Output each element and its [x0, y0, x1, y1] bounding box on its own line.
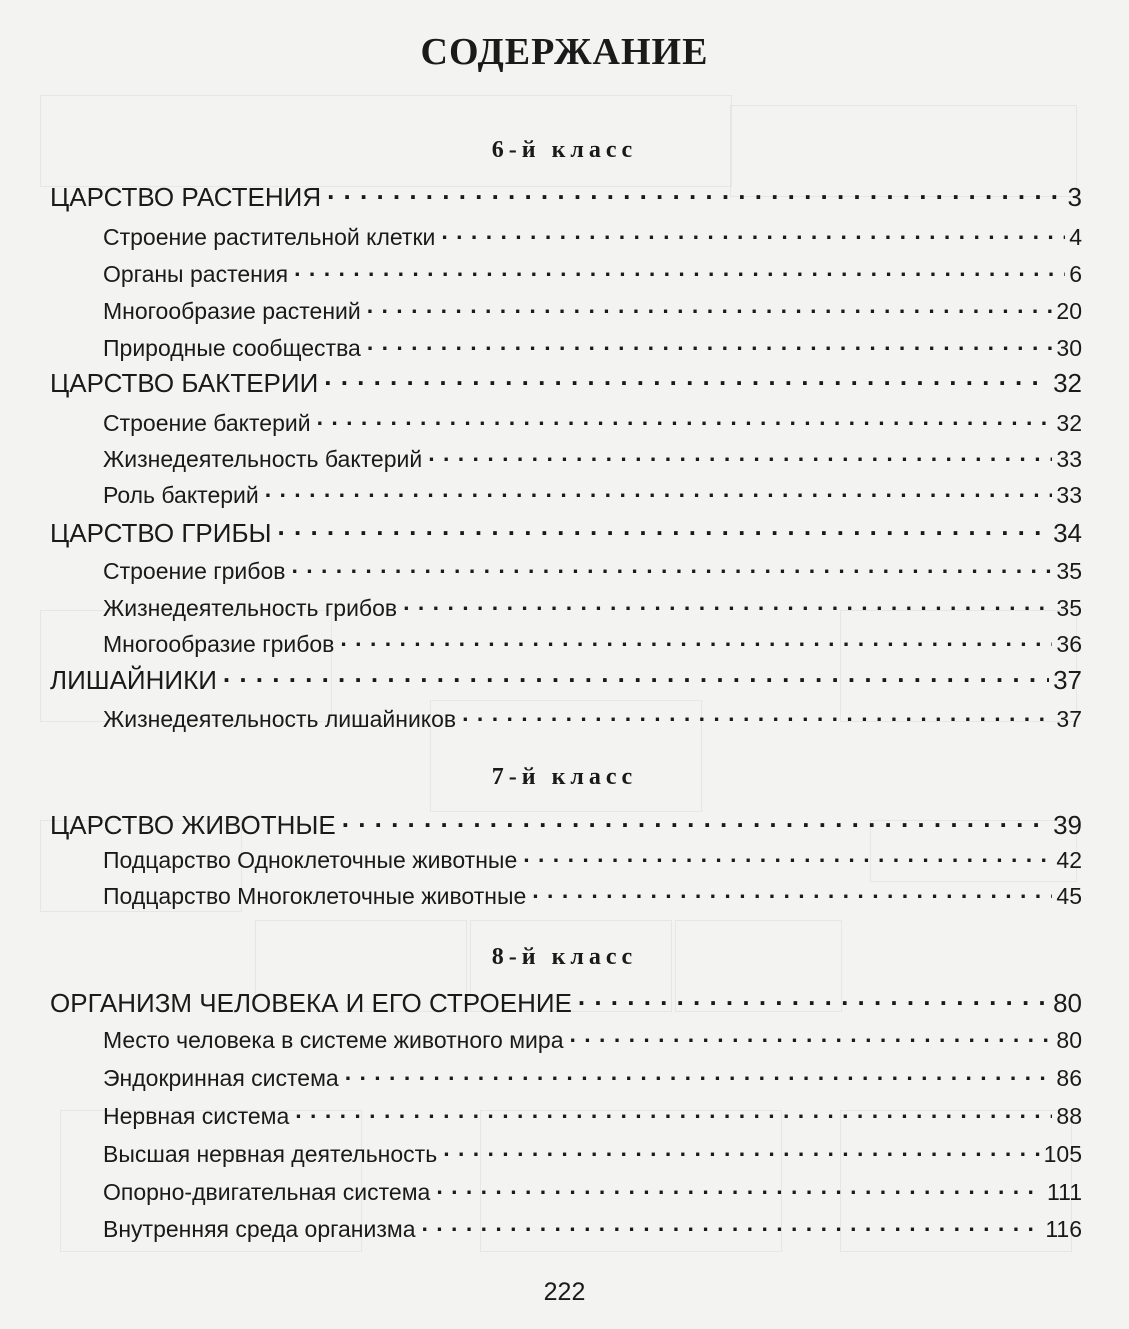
toc-entry-page: 88: [1056, 1103, 1082, 1129]
dot-leader: [443, 1139, 1039, 1162]
toc-entry-label: Внутренняя среда организма: [103, 1216, 416, 1242]
dot-leader: [295, 1101, 1052, 1124]
toc-entry-section: [50, 663, 1082, 696]
toc-entry-page: 33: [1056, 482, 1082, 508]
toc-entry-page: 86: [1056, 1065, 1082, 1091]
dot-leader: [403, 593, 1052, 616]
toc-entry-subsection: [103, 222, 1082, 251]
dot-leader: [345, 1063, 1053, 1086]
toc-entry-label: ЦАРСТВО ГРИБЫ: [50, 518, 272, 548]
toc-entry-label: Многообразие растений: [103, 298, 361, 324]
toc-entry-subsection: [103, 1025, 1082, 1054]
toc-entry-subsection: [103, 259, 1082, 288]
toc-entry-page: 37: [1053, 665, 1082, 695]
dot-leader: [327, 180, 1063, 206]
toc-entry-page: 105: [1043, 1141, 1082, 1167]
toc-entry-subsection: [103, 480, 1082, 509]
toc-entry-label: Строение растительной клетки: [103, 224, 436, 250]
toc-entry-section: [50, 516, 1082, 549]
toc-entry-page: 20: [1056, 298, 1082, 324]
dot-leader: [422, 1214, 1042, 1237]
dot-leader: [367, 333, 1053, 356]
toc-entry-label: Строение бактерий: [103, 410, 311, 436]
toc-entry-label: Органы растения: [103, 261, 289, 287]
toc-entry-label: Многообразие грибов: [103, 631, 335, 657]
toc-entry-label: ЦАРСТВО БАКТЕРИИ: [50, 368, 319, 398]
toc-entry-subsection: [103, 704, 1082, 733]
toc-entry-page: 35: [1056, 595, 1082, 621]
page-title: СОДЕРЖАНИЕ: [420, 31, 709, 73]
toc-entry-subsection: [103, 296, 1082, 325]
toc-entry-page: 111: [1047, 1179, 1082, 1205]
toc-entry-page: 32: [1056, 410, 1082, 436]
toc-entry-page: 33: [1056, 446, 1082, 472]
dot-leader: [317, 408, 1053, 431]
dot-leader: [441, 222, 1065, 245]
toc-entry-section: [50, 180, 1082, 213]
toc-entry-page: 80: [1056, 1027, 1082, 1053]
toc-entry-page: 45: [1056, 883, 1082, 909]
toc-entry-subsection: [103, 556, 1082, 585]
toc-entry-label: Подцарство Одноклеточные животные: [103, 847, 518, 873]
toc-entry-subsection: [103, 1101, 1082, 1130]
grade-heading-6: 6-й класс: [491, 137, 638, 163]
toc-entry-section: [50, 366, 1082, 399]
toc-entry-page: 34: [1053, 518, 1082, 548]
dot-leader: [428, 444, 1052, 467]
toc-entry-page: 116: [1045, 1216, 1082, 1242]
toc-entry-subsection: [103, 1177, 1082, 1206]
toc-entry-page: 37: [1056, 706, 1082, 732]
dot-leader: [532, 881, 1052, 904]
dot-leader: [278, 516, 1050, 542]
toc-entry-section: [50, 808, 1082, 841]
toc-entry-label: Место человека в системе животного мира: [103, 1027, 564, 1053]
toc-entry-section: [50, 986, 1082, 1019]
dot-leader: [436, 1177, 1043, 1200]
toc-entry-page: 3: [1067, 182, 1082, 212]
dot-leader: [294, 259, 1065, 282]
dot-leader: [367, 296, 1053, 319]
toc-entry-page: 39: [1053, 810, 1082, 840]
toc-entry-label: ОРГАНИЗМ ЧЕЛОВЕКА И ЕГО СТРОЕНИЕ: [50, 988, 572, 1018]
toc-entry-subsection: [103, 881, 1082, 910]
dot-leader: [265, 480, 1053, 503]
toc-entry-page: 42: [1056, 847, 1082, 873]
toc-entry-subsection: [103, 845, 1082, 874]
dot-leader: [223, 663, 1049, 689]
dot-leader: [462, 704, 1052, 727]
toc-entry-subsection: [103, 1063, 1082, 1092]
toc-entry-subsection: [103, 333, 1082, 362]
toc-entry-label: Нервная система: [103, 1103, 290, 1129]
dot-leader: [578, 986, 1049, 1012]
dot-leader: [342, 808, 1049, 834]
toc-entry-page: 4: [1069, 224, 1082, 250]
toc-entry-label: Строение грибов: [103, 558, 286, 584]
toc-entry-page: 80: [1053, 988, 1082, 1018]
toc-entry-label: Подцарство Многоклеточные животные: [103, 883, 527, 909]
toc-entry-subsection: [103, 408, 1082, 437]
toc-entry-page: 36: [1056, 631, 1082, 657]
toc-entry-label: ЦАРСТВО РАСТЕНИЯ: [50, 182, 322, 212]
grade-heading-7: 7-й класс: [491, 764, 638, 790]
toc-entry-label: Природные сообщества: [103, 335, 361, 361]
dot-leader: [324, 366, 1049, 392]
toc-entry-page: 35: [1056, 558, 1082, 584]
toc-entry-subsection: [103, 444, 1082, 473]
dot-leader: [291, 556, 1052, 579]
toc-entry-subsection: [103, 593, 1082, 622]
toc-entry-label: Высшая нервная деятельность: [103, 1141, 438, 1167]
toc-entry-label: ЦАРСТВО ЖИВОТНЫЕ: [50, 810, 336, 840]
toc-entry-subsection: [103, 1139, 1082, 1168]
toc-entry-label: Жизнедеятельность грибов: [103, 595, 398, 621]
toc-entry-page: 6: [1069, 261, 1082, 287]
grade-heading-8: 8-й класс: [491, 944, 638, 970]
toc-entry-label: Жизнедеятельность лишайников: [103, 706, 457, 732]
toc-entry-subsection: [103, 1214, 1082, 1243]
page-number: 222: [543, 1278, 586, 1306]
toc-entry-label: Жизнедеятельность бактерий: [103, 446, 423, 472]
dot-leader: [523, 845, 1052, 868]
toc-entry-page: 32: [1053, 368, 1082, 398]
dot-leader: [340, 629, 1052, 652]
toc-entry-label: Эндокринная система: [103, 1065, 339, 1091]
dot-leader: [569, 1025, 1052, 1048]
toc-entry-label: Опорно-двигательная система: [103, 1179, 431, 1205]
toc-entry-page: 30: [1056, 335, 1082, 361]
toc-entry-label: Роль бактерий: [103, 482, 259, 508]
toc-entry-label: ЛИШАЙНИКИ: [50, 665, 217, 695]
toc-entry-subsection: [103, 629, 1082, 658]
